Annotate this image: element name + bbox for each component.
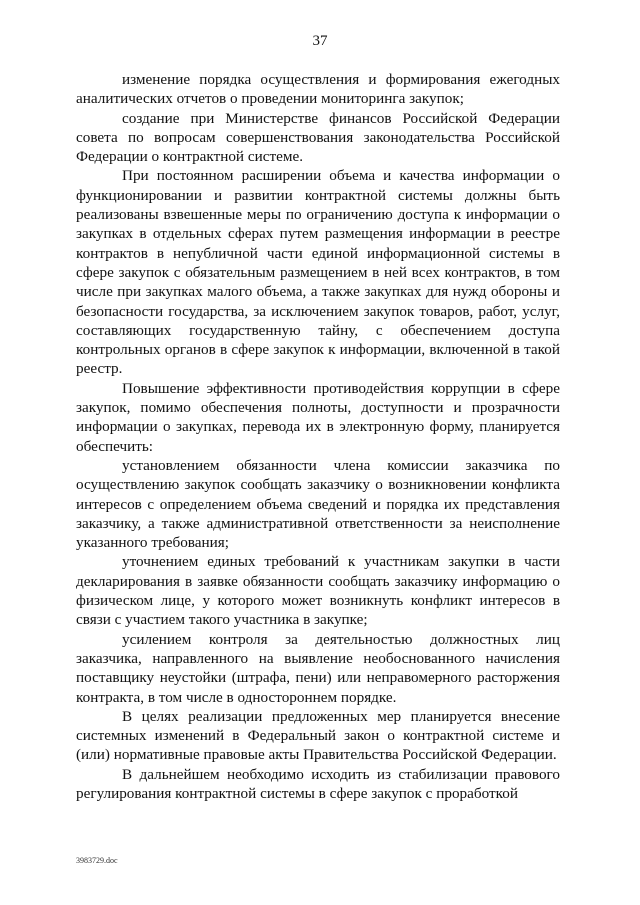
- document-filename: 3983729.doc: [76, 856, 118, 865]
- paragraph-stabilization: В дальнейшем необходимо исходить из стабилизации правового регулирования контрактной системы в сфере закупок с проработкой: [76, 765, 560, 802]
- page-number: 37: [312, 33, 328, 49]
- paragraph-monitoring-reports: изменение порядка осуществления и формирования ежегодных аналитических отчетов о проведении мониторинга закупок;: [76, 71, 560, 108]
- paragraph-access-restriction: При постоянном расширении объема и качества информации о функционировании и развитии контрактной системы должны быть реализованы взвешенные меры по ограничению доступа к информации о закупках в отдельных сферах путем размещения информации в реестре контрактов в непубличной части единой информационной системы в сфере закупок с обязательным размещением в ней всех контрактов, в том числе при закупках малого объема, а также закупках для нужд обороны и безопасности государства, за исключением закупок товаров, работ, услуг, составляющих государственную тайну, с обеспечением доступа контрольных органов в сфере закупок к информации, включенной в такой реестр.: [76, 167, 560, 378]
- paragraph-conflict-of-interest-duty: установлением обязанности члена комиссии заказчика по осуществлению закупок сообщать заказчику о возникновении конфликта интересов с определением объема сведений и порядка их представления заказчику, а также административной ответственности за неисполнение указанного требования;: [76, 456, 560, 552]
- paragraph-participant-requirements: уточнением единых требований к участникам закупки в части декларирования в заявке обязанности сообщать заказчику информацию о физическом лице, у которого может возникнуть конфликт интересов в связи с участием такого участника в закупке;: [76, 553, 560, 629]
- paragraph-control-strengthening: усилением контроля за деятельностью должностных лиц заказчика, направленного на выявление необоснованного начисления поставщику неустойки (штрафа, пени) или неправомерного расторжения контракта, в том числе в одностороннем порядке.: [76, 630, 560, 706]
- paragraph-legislative-changes: В целях реализации предложенных мер планируется внесение системных изменений в Федеральный закон о контрактной системе и (или) нормативные правовые акты Правительства Российской Федерации.: [76, 707, 560, 764]
- paragraph-council-creation: создание при Министерстве финансов Российской Федерации совета по вопросам совершенствования законодательства Российской Федерации о контрактной системе.: [76, 109, 560, 166]
- paragraph-anticorruption-intro: Повышение эффективности противодействия коррупции в сфере закупок, помимо обеспечения полноты, доступности и прозрачности информации о закупках, перевода их в электронную форму, планируется обеспечить:: [76, 379, 560, 455]
- document-body: [76, 70, 560, 803]
